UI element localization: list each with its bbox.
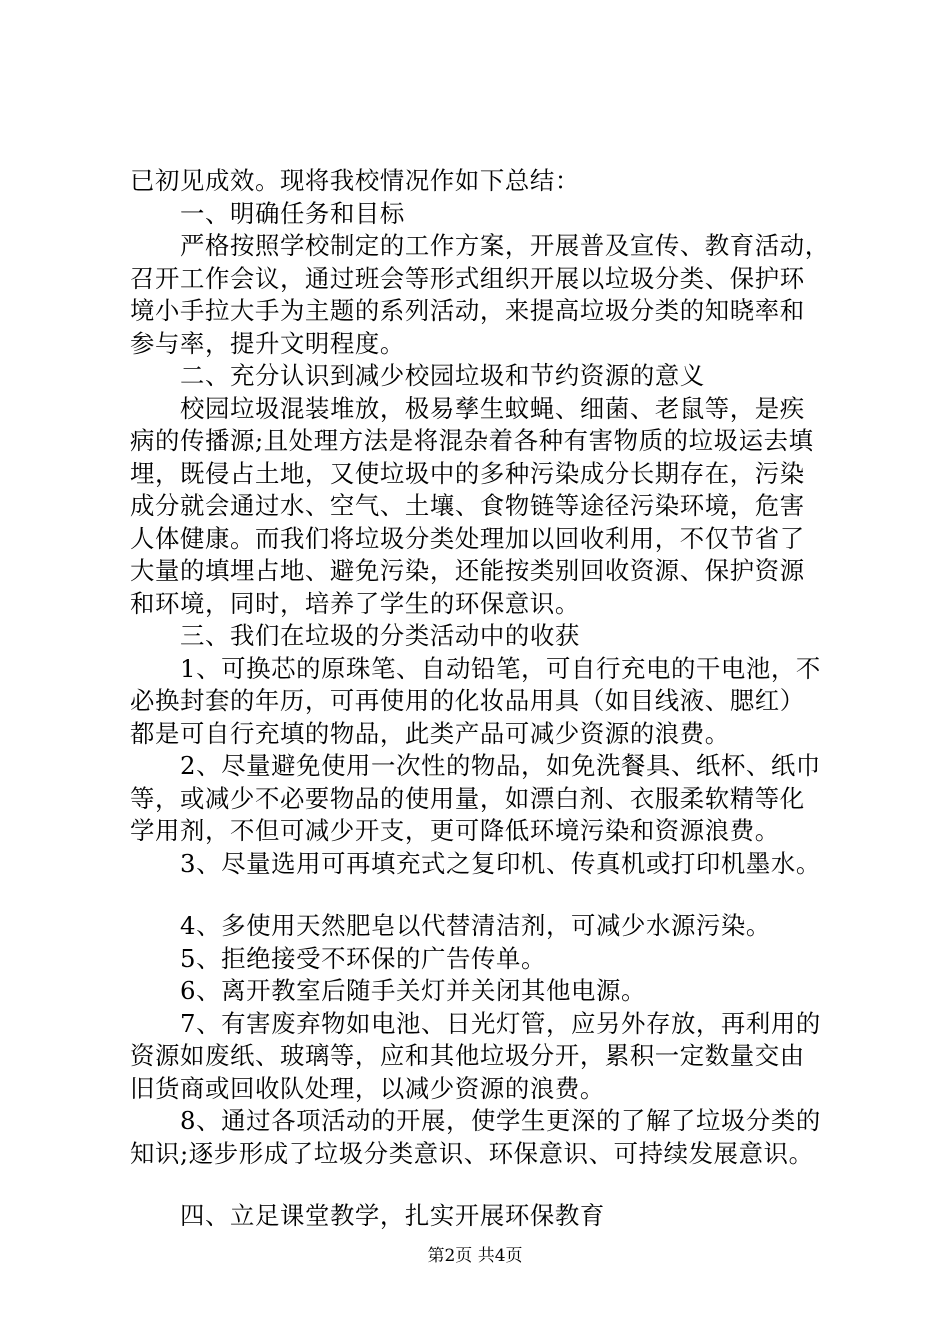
blank-gap: [130, 1170, 832, 1200]
list-item-3: 3、尽量选用可再填充式之复印机、传真机或打印机墨水。: [180, 848, 821, 878]
blank-gap: [130, 880, 832, 910]
text-line: 等，或减少不必要物品的使用量，如漂白剂、衣服柔软精等化: [130, 783, 805, 813]
text-line: 必换封套的年历，可再使用的化妆品用具（如目线液、腮红）: [130, 686, 805, 715]
text-line: 资源如废纸、玻璃等，应和其他垃圾分开，累积一定数量交由: [130, 1041, 805, 1070]
list-item-7: 7、有害废弃物如电池、日光灯管，应另外存放，再利用的: [180, 1008, 821, 1038]
section-heading-1: 一、明确任务和目标: [180, 198, 405, 228]
text-line: 参与率，提升文明程度。: [130, 328, 405, 358]
section-heading-2: 二、充分认识到减少校园垃圾和节约资源的意义: [180, 361, 705, 390]
list-item-6: 6、离开教室后随手关灯并关闭其他电源。: [180, 976, 646, 1005]
section-heading-4: 四、立足课堂教学，扎实开展环保教育: [180, 1201, 605, 1230]
document-body: [130, 165, 832, 1233]
list-item-4: 4、多使用天然肥皂以代替清洁剂，可减少水源污染。: [180, 911, 771, 940]
text-line: 学用剂，不但可减少开支，更可降低环境污染和资源浪费。: [130, 816, 780, 845]
list-item-8: 8、通过各项活动的开展，使学生更深的了解了垃圾分类的: [180, 1106, 821, 1135]
text-line: 和环境，同时，培养了学生的环保意识。: [130, 588, 580, 618]
page-number-footer: 第2页 共4页: [427, 1246, 523, 1266]
text-line: 召开工作会议，通过班会等形式组织开展以垃圾分类、保护环: [130, 263, 805, 293]
list-item-5: 5、拒绝接受不环保的广告传单。: [180, 943, 546, 973]
text-line: 埋，既侵占土地，又使垃圾中的多种污染成分长期存在，污染: [130, 458, 805, 488]
text-line: 大量的填埋占地、避免污染，还能按类别回收资源、保护资源: [130, 556, 805, 585]
list-item-2: 2、尽量避免使用一次性的物品，如免洗餐具、纸杯、纸巾: [180, 751, 821, 780]
text-line: 都是可自行充填的物品，此类产品可减少资源的浪费。: [130, 718, 730, 748]
text-line: 知识;逐步形成了垃圾分类意识、环保意识、可持续发展意识。: [130, 1138, 814, 1168]
text-line: 校园垃圾混装堆放，极易孳生蚊蝇、细菌、老鼠等，是疾: [180, 393, 805, 423]
text-line: 病的传播源;且处理方法是将混杂着各种有害物质的垃圾运去填: [130, 426, 814, 455]
text-line: 已初见成效。现将我校情况作如下总结：: [130, 166, 580, 195]
text-line: 严格按照学校制定的工作方案，开展普及宣传、教育活动，: [180, 231, 830, 260]
text-line: 旧货商或回收队处理，以减少资源的浪费。: [130, 1073, 605, 1103]
section-heading-3: 三、我们在垃圾的分类活动中的收获: [180, 621, 580, 650]
text-line: 成分就会通过水、空气、土壤、食物链等途径污染环境，危害: [130, 491, 805, 520]
text-line: 人体健康。而我们将垃圾分类处理加以回收利用，不仅节省了: [130, 523, 805, 553]
text-line: 境小手拉大手为主题的系列活动，来提高垃圾分类的知晓率和: [130, 296, 805, 325]
list-item-1: 1、可换芯的原珠笔、自动铅笔，可自行充电的干电池，不: [180, 653, 821, 683]
